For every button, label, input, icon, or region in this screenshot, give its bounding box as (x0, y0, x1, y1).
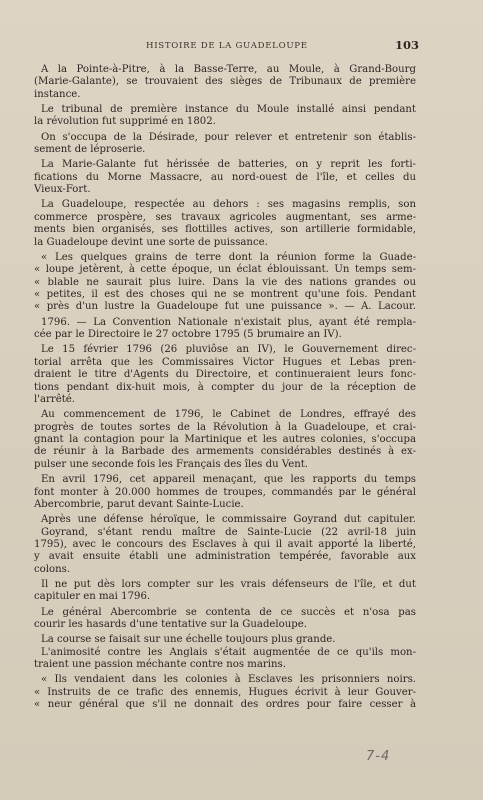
text-line: capituler en mai 1796. (34, 591, 151, 603)
text-line: fications du Morne Massacre, au nord-ouest de l'île, et celles du (34, 171, 416, 183)
text-line: Le tribunal de première instance du Moule installé ainsi pendant (41, 104, 416, 116)
text-line: Vieux-Fort. (34, 184, 91, 196)
text-line: « blable ne saurait plus luire. Dans la vie des nations grandes ou (34, 276, 416, 288)
text-line: courir les hasards d'une tentative sur la Guadeloupe. (34, 619, 307, 631)
text-line: Goyrand, s'étant rendu maître de Sainte-Lucie (22 avril-18 juin (41, 526, 416, 538)
page-number: 103 (395, 38, 420, 52)
text-line: « loupe jetèrent, à cette époque, un éclat éblouissant. Un temps sem- (34, 264, 416, 276)
text-line: font monter à 20.000 hommes de troupes, commandés par le général (34, 486, 416, 498)
text-line: En avril 1796, cet appareil menaçant, que les rapports du temps (41, 474, 416, 486)
text-line: cée par le Directoire le 27 octobre 1795 (5 brumaire an IV). (34, 329, 342, 341)
text-line: La course se faisait sur une échelle toujours plus grande. (41, 634, 336, 646)
text-line: progrès de toutes sortes de la Révolution à la Guadeloupe, et crai- (34, 421, 416, 433)
text-line: sement de léproserie. (34, 144, 146, 156)
text-line: torial arrêta que les Commissaires Victor Hugues et Lebas pren- (34, 356, 416, 368)
text-line: gnant la contagion pour la Martinique et les autres colonies, s'occupa (34, 434, 416, 446)
text-line: traient une passion méchante contre nos marins. (34, 659, 286, 671)
text-line: « Les quelques grains de terre dont la réunion forme la Guade- (41, 251, 416, 263)
text-line: 1796. — La Convention Nationale n'existait plus, ayant été rempla- (41, 316, 416, 328)
text-line: pulser une seconde fois les Français des îles du Vent. (34, 458, 309, 470)
text-line: tions pendant dix-huit mois, à compter du jour de la réception de (34, 381, 416, 393)
text-line: L'animosité contre les Anglais s'était augmentée de ce qu'ils mon- (41, 646, 416, 658)
text-line: « petites, il est des choses qui ne se montrent qu'une fois. Pendant (34, 289, 416, 301)
text-line: La Guadeloupe, respectée au dehors : ses magasins remplis, son (41, 199, 416, 211)
text-line: « près d'un lustre la Guadeloupe fut une puissance ». — A. Lacour. (34, 301, 416, 313)
text-line: la révolution fut supprimé en 1802. (34, 116, 216, 128)
text-line: La Marie-Galante fut hérissée de batteries, on y reprit les forti- (41, 159, 416, 171)
text-line: (Marie-Galante), se trouvaient des sièges de Tribunaux de première (34, 76, 416, 88)
text-line: draient le titre d'Agents du Directoire, et continueraient leurs fonc- (34, 369, 416, 381)
pencil-annotation: 7-4 (366, 749, 391, 764)
text-line: Il ne put dès lors compter sur les vrais défenseurs de l'île, et dut (41, 579, 416, 591)
text-line: Abercombrie, parut devant Sainte-Lucie. (34, 498, 244, 510)
body-text (34, 64, 416, 712)
running-title: HISTOIRE DE LA GUADELOUPE (146, 41, 308, 51)
text-line: ments bien organisés, ses flottilles actives, son artillerie formidable, (34, 224, 416, 236)
text-line: la Guadeloupe devint une sorte de puissance. (34, 236, 268, 248)
text-line: Le général Abercombrie se contenta de ce succès et n'osa pas (41, 606, 416, 618)
text-line: « neur général que s'il ne donnait des ordres pour faire cesser à (34, 699, 416, 711)
text-line: instance. (34, 88, 81, 100)
text-line: colons. (34, 563, 71, 575)
text-line: A la Pointe-à-Pitre, à la Basse-Terre, au Moule, à Grand-Bourg (41, 64, 416, 75)
text-line: Au commencement de 1796, le Cabinet de Londres, effrayé des (41, 409, 416, 421)
text-line: 1795), avec le concours des Esclaves à qui il avait apporté la liberté, (34, 538, 416, 550)
text-line: « Instruits de ce trafic des ennemis, Hugues écrivit à leur Gouver- (34, 686, 416, 698)
text-line: de réunir à la Barbade des armements considérables destinés à ex- (34, 446, 416, 458)
text-line: Après une défense héroïque, le commissaire Goyrand dut capituler. (41, 514, 416, 526)
text-line: y avait ensuite établi une administration tempérée, favorable aux (34, 551, 416, 563)
text-line: On s'occupa de la Désirade, pour relever et entretenir son établis- (41, 131, 416, 143)
text-line: Le 15 février 1796 (26 pluviôse an IV), le Gouvernement direc- (41, 344, 416, 356)
text-line: commerce prospère, ses travaux agricoles augmentant, ses arme- (34, 211, 416, 223)
text-line: « Ils vendaient dans les colonies à Esclaves les prisonniers noirs. (41, 674, 416, 686)
text-line: l'arrêté. (34, 394, 76, 405)
